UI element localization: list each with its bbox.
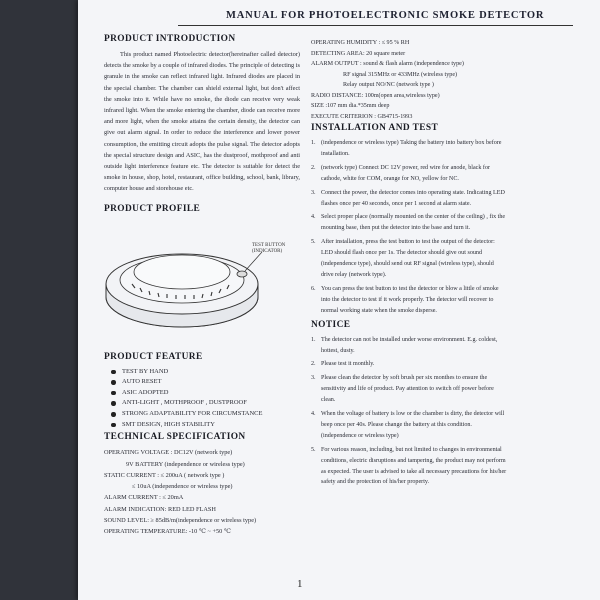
spec-line: STATIC CURRENT : ≤ 200uA ( network type ) (104, 471, 225, 479)
background-strip (0, 0, 78, 600)
list-item: AUTO RESET (122, 377, 300, 388)
step-number: 3. (311, 189, 316, 196)
smoke-detector-illustration (104, 222, 304, 342)
manual-page (78, 0, 600, 600)
notice-heading: NOTICE (311, 319, 351, 330)
notice-text: The detector can not be installed under worse environment. E.g. coldest, hottest, dusty. (321, 336, 498, 354)
spec-line: ≤ 10uA (independence or wireless type) (132, 483, 233, 491)
notice-number: 2. (311, 361, 316, 368)
relay-line: Relay output NO/NC (network type ) (343, 82, 434, 88)
test-button-callout (252, 243, 285, 255)
list-item (311, 237, 507, 281)
spec-line: OPERATING VOLTAGE : DC12V (network type) (104, 449, 233, 457)
right-column (311, 38, 507, 491)
title-rule (178, 25, 573, 26)
step-text: You can press the test button to test the detector or blow a little of smoke into the detector to test if it work properly. The detector will recover to normal working state when the smoke disperse. (321, 285, 499, 314)
list-item (311, 409, 507, 442)
step-text: Connect the power, the detector comes into operating state. Indicating LED flashes once per 40 seconds, once per 1 second at alarm state. (321, 189, 505, 207)
list-item: STRONG ADAPTABILITY FOR CIRCUMSTANCE (122, 409, 300, 420)
install-steps (311, 138, 507, 317)
indicator-label: (INDICATOR) (252, 248, 283, 254)
feature-list (104, 367, 300, 431)
list-item (311, 138, 507, 160)
intro-text: This product named Photoelectric detector(hereinafter called detector) detects the smoke by a couple of infrared diodes. The principle of detecting is granule in the smoke can reflect infrared light. Infrared diodes are placed in the special chamber. The chamber can shield external light, but don't affect the smoke into it. While have no smoke, the diode can receive very weak infrared light. When the smoke entering the chamber, diode can receive more and more light, when the smoke attains the certain density, the detector can give out alarm signal. In order to reduce the interference and lower power consumption, the emitting circuit adopts the pulse signal. The detector adopts the special structure design and ASIC, has the dustproof, mothproof and anti outside light interference feature etc. The detector is suitable for detect the smoke in house, shop, hotel, restaurant, office building, school, bank, library, computer house and storehouse etc. (104, 51, 300, 193)
test-button-label: TEST BUTTON (252, 242, 286, 248)
page-number: 1 (297, 578, 303, 590)
notice-list (311, 335, 507, 489)
list-item (311, 188, 507, 210)
list-item (311, 359, 507, 370)
list-item (311, 445, 507, 489)
profile-heading: PRODUCT PROFILE (104, 203, 201, 214)
criterion-line: EXECUTE CRITERION : GB4715-1993 (311, 113, 413, 120)
list-item: ASIC ADOPTED (122, 388, 300, 399)
step-text: After installation, press the test button to test the output of the detector: LED should flash once per 1s. The detector should give out sound (independence type), should send out RF signal (wireless type), should drive relay (network type). (321, 239, 495, 278)
spec-line: SOUND LEVEL: ≥ 85dB/m(independence or wireless type) (104, 516, 257, 524)
step-number: 4. (311, 214, 316, 221)
notice-number: 3. (311, 375, 316, 382)
list-item (311, 163, 507, 185)
list-item: ANTI-LIGHT , MOTHPROOF , DUSTPROOF (122, 398, 300, 409)
manual-title: MANUAL FOR PHOTOELECTRONIC SMOKE DETECTOR (226, 10, 545, 21)
step-number: 2. (311, 164, 316, 171)
list-item (311, 284, 507, 317)
left-column (104, 34, 300, 538)
list-item: SMT DESIGN, HIGH STABILITY (122, 420, 300, 431)
spec-line: 9V BATTERY (independence or wireless type) (126, 460, 245, 468)
notice-number: 1. (311, 336, 316, 343)
notice-text: When the voltage of battery is low or the chamber is dirty, the detector will beep once per 40s. Please change the battery at this condition.(independence or wireless type) (321, 411, 505, 439)
radio-distance-line: RADIO DISTANCE: 100m(open area,wireless type) (311, 92, 440, 99)
product-profile-drawing (104, 222, 300, 342)
step-number: 1. (311, 140, 316, 146)
list-item (311, 373, 507, 406)
humidity-line: OPERATING HUMIDITY : ≤ 95 % RH (311, 40, 410, 46)
spec-line: ALARM INDICATION: RED LED FLASH (104, 505, 216, 513)
step-text: Select proper place (normally mounted on the center of the ceiling) , fix the mounting base, then put the detector into the base and turn it. (321, 214, 506, 232)
spec-line: OPERATING TEMPERATURE: -10 ℃ ~ +50 ℃ (104, 528, 231, 536)
area-line: DETECTING AREA: 20 square meter (311, 50, 406, 57)
notice-number: 5. (311, 446, 316, 453)
spec-line: ALARM CURRENT : ≤ 20mA (104, 494, 184, 502)
step-number: 6. (311, 285, 316, 292)
step-number: 5. (311, 239, 316, 246)
notice-text: Please clean the detector by soft brush per six monthes to ensure the sensitivity and life of product. Pay attention to switch off power before clean. (321, 375, 494, 404)
list-item: TEST BY HAND (122, 367, 300, 378)
size-line: SIZE :107 mm dia.*35mm deep (311, 103, 390, 109)
step-text: (network type) Connect DC 12V power, red wire for anode, black for cathode, white for COM, orange for NO, yellow for NC. (321, 164, 491, 182)
notice-number: 4. (311, 411, 316, 418)
spec-heading: TECHNICAL SPECIFICATION (104, 432, 246, 443)
feature-heading: PRODUCT FEATURE (104, 351, 203, 362)
list-item (311, 212, 507, 234)
notice-text: For various reason, including, but not limited to changes in environmental conditions, electric disruptions and tampering, the product may not perform as expected. The user is advised to take all necessary precautions for his/her safety and the protection of his/her property. (321, 446, 507, 486)
install-heading: INSTALLATION AND TEST (311, 123, 439, 133)
notice-text: Please test it monthly. (321, 361, 375, 368)
step-text: (independence or wireless type) Taking the battery into battery box before installation. (321, 140, 502, 157)
intro-heading: PRODUCT INTRODUCTION (104, 34, 236, 44)
list-item (311, 335, 507, 357)
rf-signal-line: RF signal 315MHz or 433MHz (wireless type) (343, 71, 458, 78)
alarm-output-line: ALARM OUTPUT : sound & flash alarm (independence type) (311, 61, 464, 67)
